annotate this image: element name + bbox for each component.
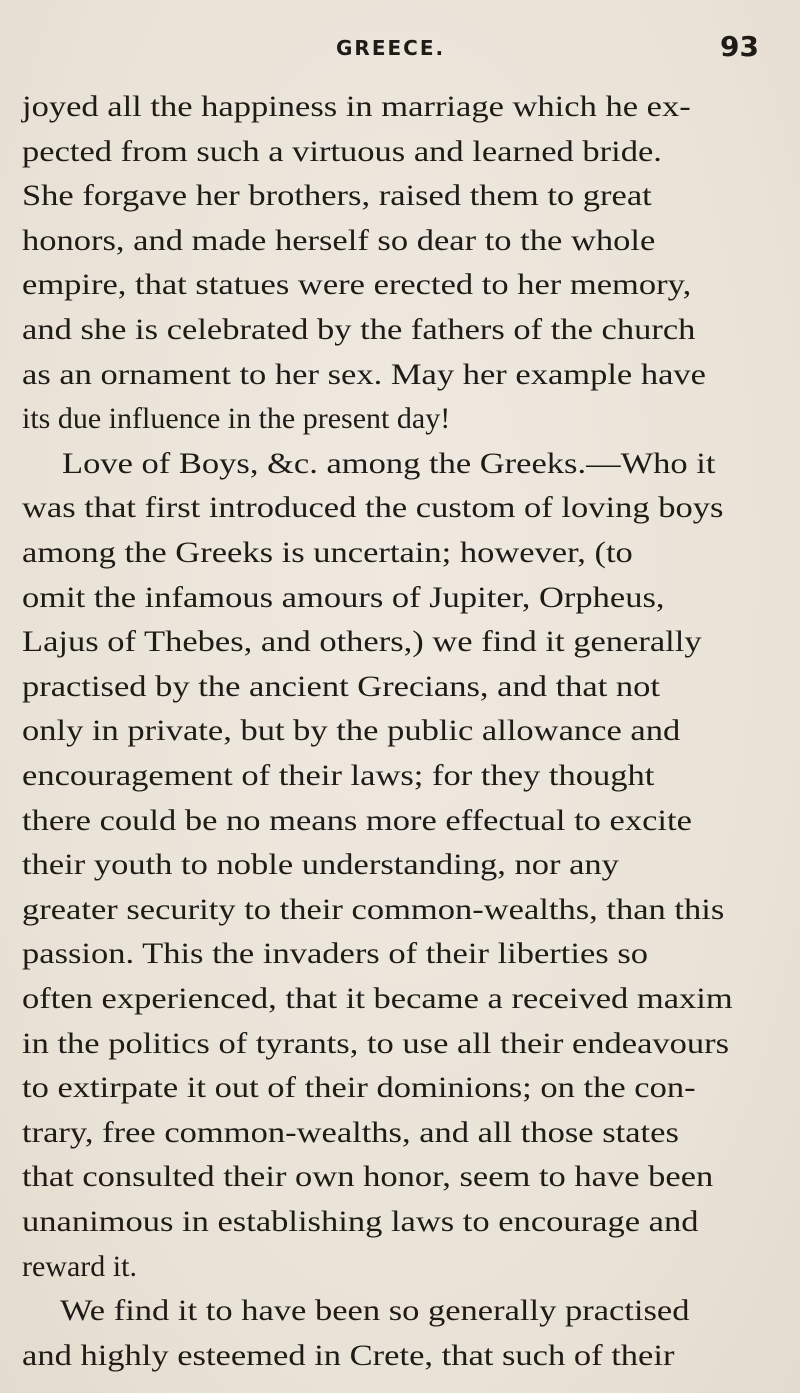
text-line: omit the infamous amours of Jupiter, Orpheus, <box>22 581 665 614</box>
page-number: 93 <box>720 30 759 63</box>
text-line: in the politics of tyrants, to use all their endeavours <box>22 1027 730 1060</box>
text-line: and she is celebrated by the fathers of the church <box>22 313 696 346</box>
text-line: reward it. <box>22 1250 137 1283</box>
text-line: and highly esteemed in Crete, that such of their <box>22 1339 675 1372</box>
running-head <box>0 30 800 74</box>
text-line: practised by the ancient Grecians, and that not <box>22 670 661 703</box>
text-line: encouragement of their laws; for they thought <box>22 759 655 792</box>
running-head-title: GREECE. <box>336 36 446 60</box>
text-line: greater security to their common-wealths, than this <box>22 893 725 926</box>
text-line: their youth to noble understanding, nor any <box>22 848 619 881</box>
text-line: often experienced, that it became a received maxim <box>22 982 733 1015</box>
text-line: empire, that statues were erected to her memory, <box>22 268 692 301</box>
text-line: passion. This the invaders of their liberties so <box>22 937 649 970</box>
text-line: that consulted their own honor, seem to have been <box>22 1160 714 1193</box>
text-line: trary, free common-wealths, and all those states <box>22 1116 679 1149</box>
text-line: was that first introduced the custom of loving boys <box>22 491 724 524</box>
text-line: pected from such a virtuous and learned bride. <box>22 135 662 168</box>
text-line: only in private, but by the public allowance and <box>22 714 681 747</box>
text-line: among the Greeks is uncertain; however, (to <box>22 536 633 569</box>
paragraph-first-line: We find it to have been so generally practised <box>60 1294 690 1327</box>
paragraph-first-line: Love of Boys, &c. among the Greeks.—Who it <box>62 447 716 480</box>
text-line: there could be no means more effectual to excite <box>22 804 692 837</box>
text-line: honors, and made herself so dear to the whole <box>22 224 656 257</box>
text-line: She forgave her brothers, raised them to great <box>22 179 652 212</box>
text-line: Lajus of Thebes, and others,) we find it generally <box>22 625 702 658</box>
text-line: its due influence in the present day! <box>22 402 451 435</box>
text-line: as an ornament to her sex. May her example have <box>22 358 706 391</box>
text-line: joyed all the happiness in marriage which he ex- <box>22 90 691 123</box>
text-line: to extirpate it out of their dominions; on the con- <box>22 1071 696 1104</box>
text-line: unanimous in establishing laws to encourage and <box>22 1205 699 1238</box>
